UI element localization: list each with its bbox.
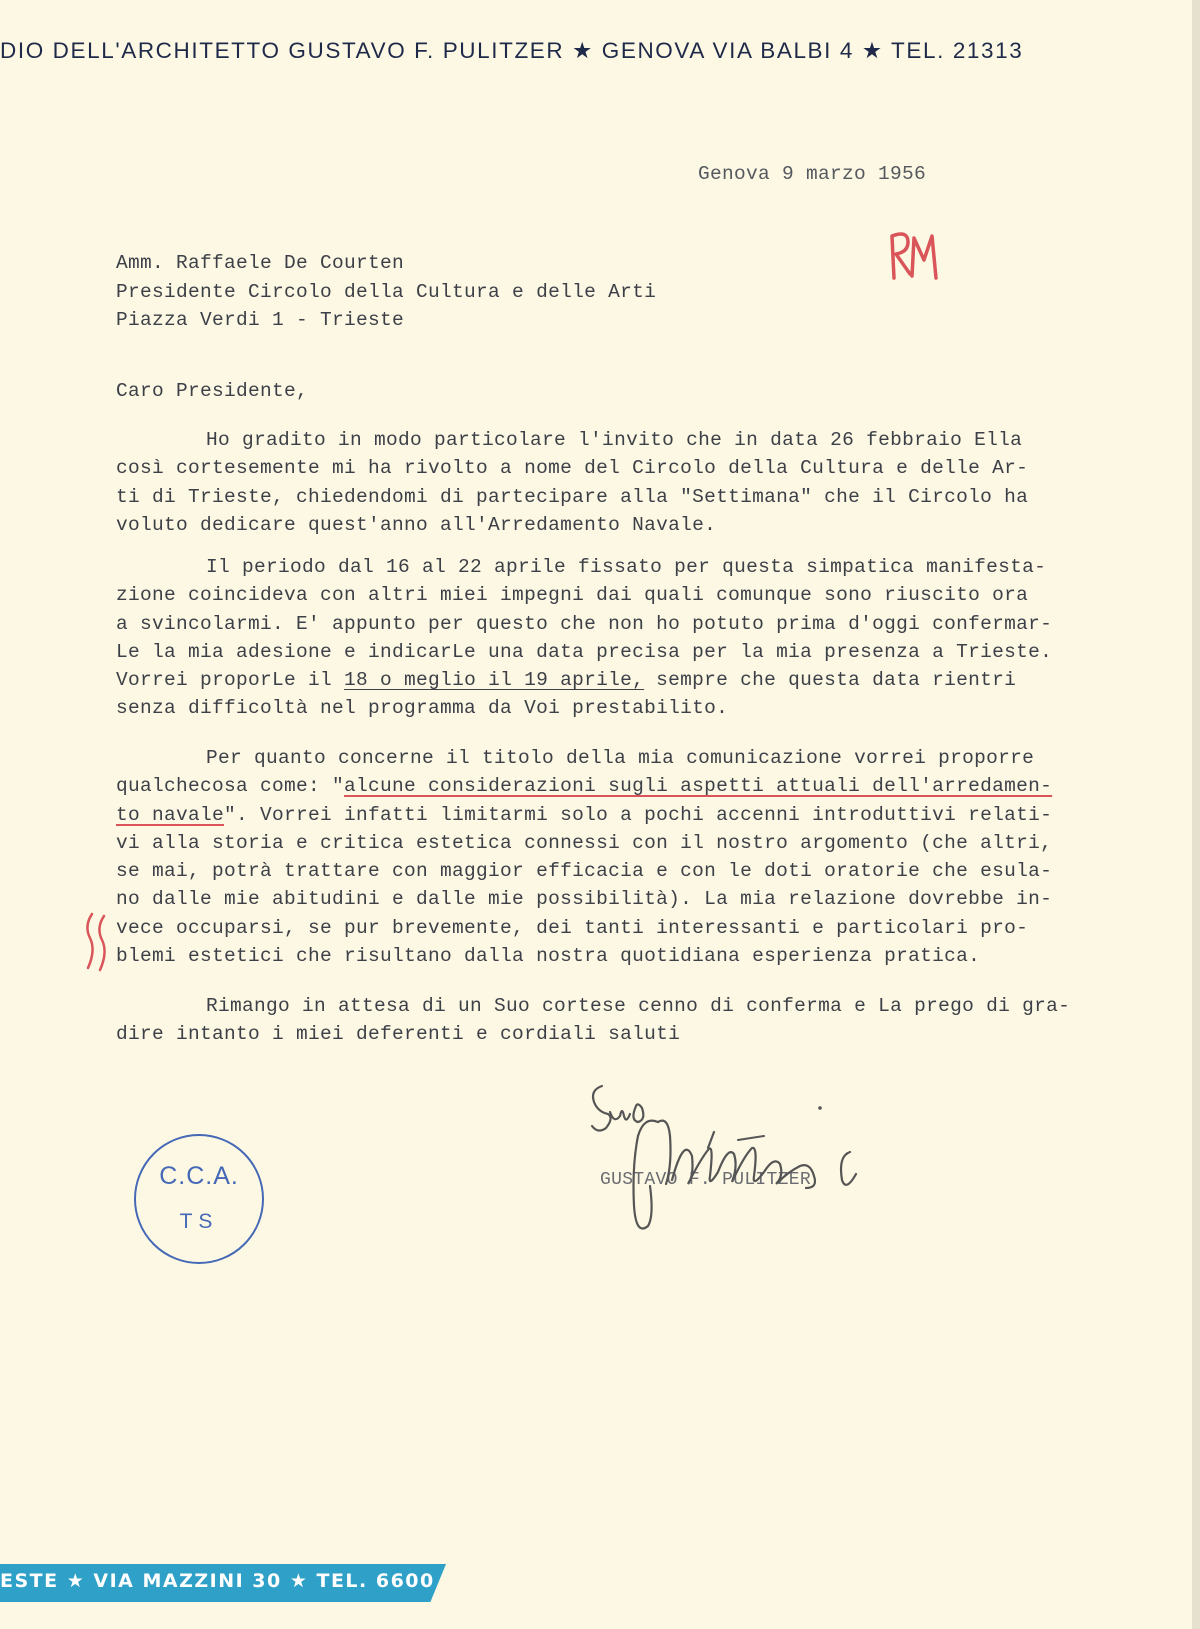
underlined-title-proposal: to navale	[116, 803, 225, 826]
recipient-address	[116, 249, 656, 335]
text-line: senza difficoltà nel programma da Voi prestabilito.	[116, 697, 729, 720]
text-line: Rimango in attesa di un Suo cortese cenno di conferma e La prego di gra-	[206, 995, 1071, 1017]
text-line: vi alla storia e critica estetica connessi con il nostro argomento (che altri,	[116, 831, 1053, 854]
text-fragment: sempre che questa data rientri	[644, 669, 1017, 692]
text-line	[116, 801, 1116, 829]
cca-ts-stamp	[134, 1134, 264, 1264]
text-line: Ho gradito in modo particolare l'invito che in data 26 febbraio Ella	[206, 429, 1023, 451]
paragraph-2	[116, 553, 1116, 723]
stamp-line-2: TS	[179, 1210, 219, 1233]
text-line: a svincolarmi. E' appunto per questo che non ho potuto prima d'oggi confermar-	[116, 612, 1053, 635]
paragraph-3	[116, 744, 1116, 970]
text-line: Le la mia adesione e indicarLe una data precisa per la mia presenza a Trieste.	[116, 640, 1053, 663]
letterhead: DIO DELL'ARCHITETTO GUSTAVO F. PULITZER ★ GENOVA VIA BALBI 4 ★ TEL. 21313	[0, 38, 1024, 63]
text-line	[116, 666, 1116, 694]
underlined-date-proposal: 18 o meglio il 19 aprile,	[344, 669, 645, 692]
text-line: vece occuparsi, se pur brevemente, dei tanti interessanti e particolari pro-	[116, 916, 1029, 939]
text-line: no dalle mie abitudini e dalle mie possibilità). La mia relazione dovrebbe in-	[116, 888, 1053, 911]
text-line: Il periodo dal 16 al 22 aprile fissato per questa simpatica manifesta-	[206, 556, 1047, 578]
text-line: ti di Trieste, chiedendomi di partecipare alla "Settimana" che il Circolo ha	[116, 485, 1029, 508]
text-line: così cortesemente mi ha rivolto a nome del Circolo della Cultura e delle Ar-	[116, 457, 1029, 480]
text-line: se mai, potrà trattare con maggior efficacia e con le doti oratorie che esula-	[116, 860, 1053, 883]
text-line: blemi estetici che risultano dalla nostra quotidiana esperienza pratica.	[116, 945, 981, 968]
text-line: dire intanto i miei deferenti e cordiali saluti	[116, 1023, 681, 1046]
red-initials-mark	[888, 228, 940, 282]
typed-signature-name: GUSTAVO F. PULITZER	[600, 1170, 811, 1190]
paragraph-1	[116, 426, 1116, 539]
letter-date: Genova 9 marzo 1956	[698, 163, 927, 185]
text-line: voluto dedicare quest'anno all'Arredamento Navale.	[116, 513, 717, 536]
text-fragment: ". Vorrei infatti limitarmi solo a pochi accenni introduttivi relati-	[224, 803, 1053, 826]
recipient-name: Amm. Raffaele De Courten	[116, 252, 405, 274]
recipient-title: Presidente Circolo della Cultura e delle Arti	[116, 280, 657, 303]
red-margin-bracket-mark	[82, 912, 112, 974]
underlined-title-proposal: alcune considerazioni sugli aspetti attuali dell'arredamen-	[344, 775, 1053, 798]
footer-address: ESTE ★ VIA MAZZINI 30 ★ TEL. 6600	[0, 1570, 435, 1592]
text-line: Per quanto concerne il titolo della mia comunicazione vorrei proporre	[206, 747, 1035, 769]
text-fragment: Vorrei proporLe il	[116, 669, 345, 692]
page-edge	[1192, 0, 1200, 1629]
text-line	[116, 772, 1116, 800]
recipient-street: Piazza Verdi 1 - Trieste	[116, 309, 405, 331]
text-fragment: qualchecosa come: "	[116, 775, 345, 798]
salutation: Caro Presidente,	[116, 380, 309, 402]
stamp-line-1: C.C.A.	[159, 1162, 239, 1190]
paragraph-4	[116, 992, 1116, 1049]
text-line: zione coincideva con altri miei impegni dai quali comunque sono riuscito ora	[116, 584, 1029, 607]
handwritten-signature	[588, 1076, 898, 1256]
